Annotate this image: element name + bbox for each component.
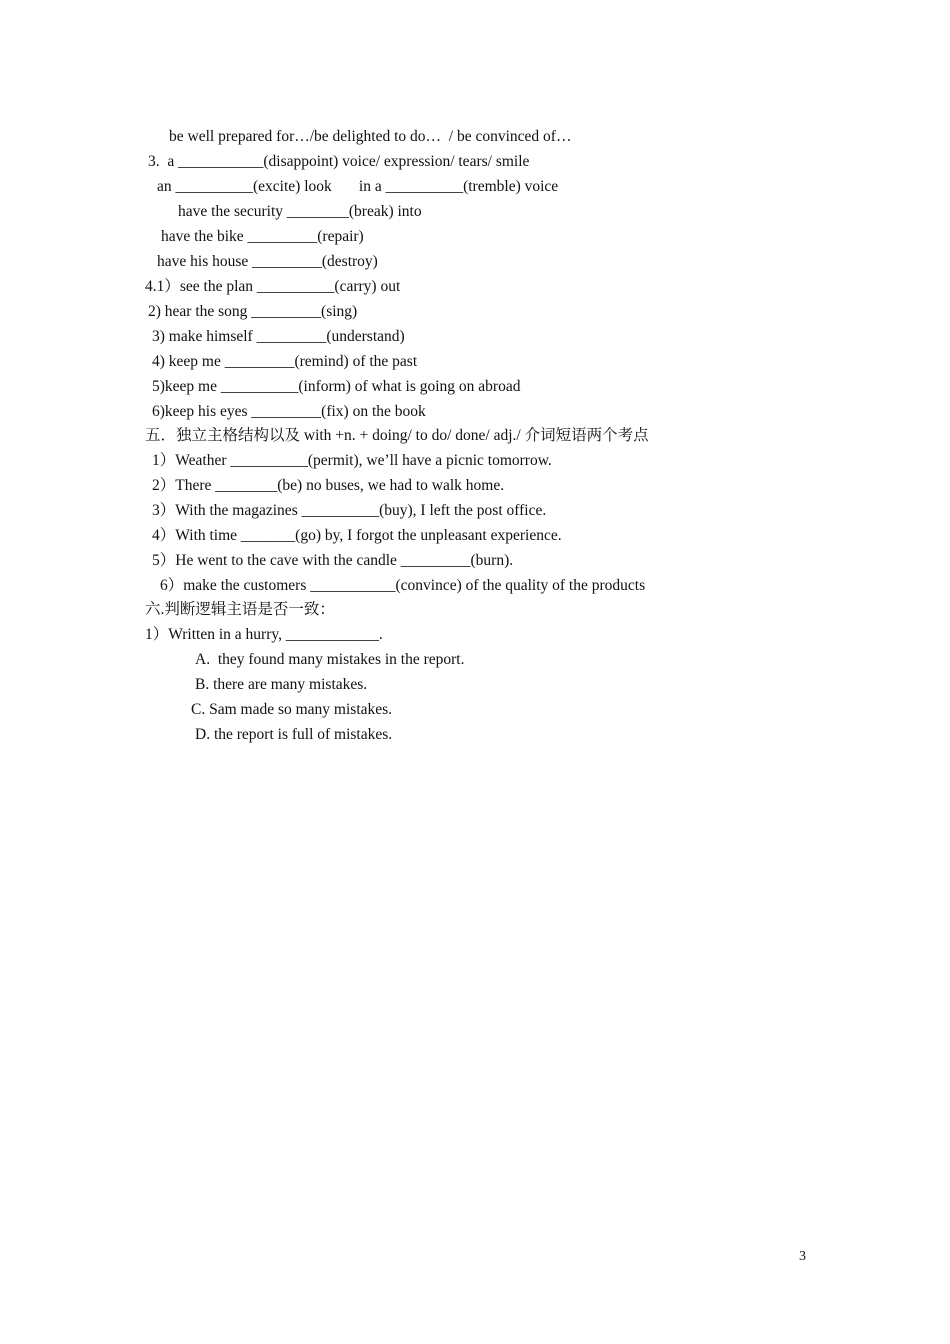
option-a: A. they found many mistakes in the report.: [195, 651, 465, 668]
question-stem: 1）Written in a hurry, ____________.: [145, 626, 383, 643]
text-line-18: 5）He went to the cave with the candle _________(burn).: [152, 552, 514, 569]
text-line-5: have the bike _________(repair): [161, 228, 364, 245]
text-line-16: 3）With the magazines __________(buy), I left the post office.: [152, 502, 547, 519]
text-line-11: 5)keep me __________(inform) of what is going on abroad: [152, 378, 521, 395]
section-heading-6: 六.判断逻辑主语是否一致：: [145, 601, 335, 618]
option-c: C. Sam made so many mistakes.: [191, 701, 393, 718]
text-line-7: 4.1）see the plan __________(carry) out: [145, 278, 401, 295]
text-line-4: have the security ________(break) into: [178, 203, 422, 220]
text-line-3: an __________(excite) look in a __________(tremble) voice: [157, 178, 559, 195]
text-line-1: be well prepared for…/be delighted to do… / be convinced of…: [169, 128, 572, 145]
text-line-2: 3. a ___________(disappoint) voice/ expression/ tears/ smile: [148, 153, 530, 170]
text-line-10: 4) keep me _________(remind) of the past: [152, 353, 418, 370]
text-line-19: 6）make the customers ___________(convince) of the quality of the products: [160, 577, 646, 594]
text-line-14: 1）Weather __________(permit), we’ll have a picnic tomorrow.: [152, 452, 552, 469]
page-number: 3: [799, 1249, 806, 1264]
text-line-15: 2）There ________(be) no buses, we had to walk home.: [152, 477, 505, 494]
section-heading-5: 五．独立主格结构以及 with +n. + doing/ to do/ done/ adj./ 介词短语两个考点: [145, 427, 649, 444]
text-line-6: have his house _________(destroy): [157, 253, 378, 270]
option-b: B. there are many mistakes.: [195, 676, 368, 693]
text-line-12: 6)keep his eyes _________(fix) on the book: [152, 403, 426, 420]
text-line-8: 2) hear the song _________(sing): [148, 303, 358, 320]
option-d: D. the report is full of mistakes.: [195, 726, 393, 743]
text-line-17: 4）With time _______(go) by, I forgot the unpleasant experience.: [152, 527, 562, 544]
text-line-9: 3) make himself _________(understand): [152, 328, 405, 345]
